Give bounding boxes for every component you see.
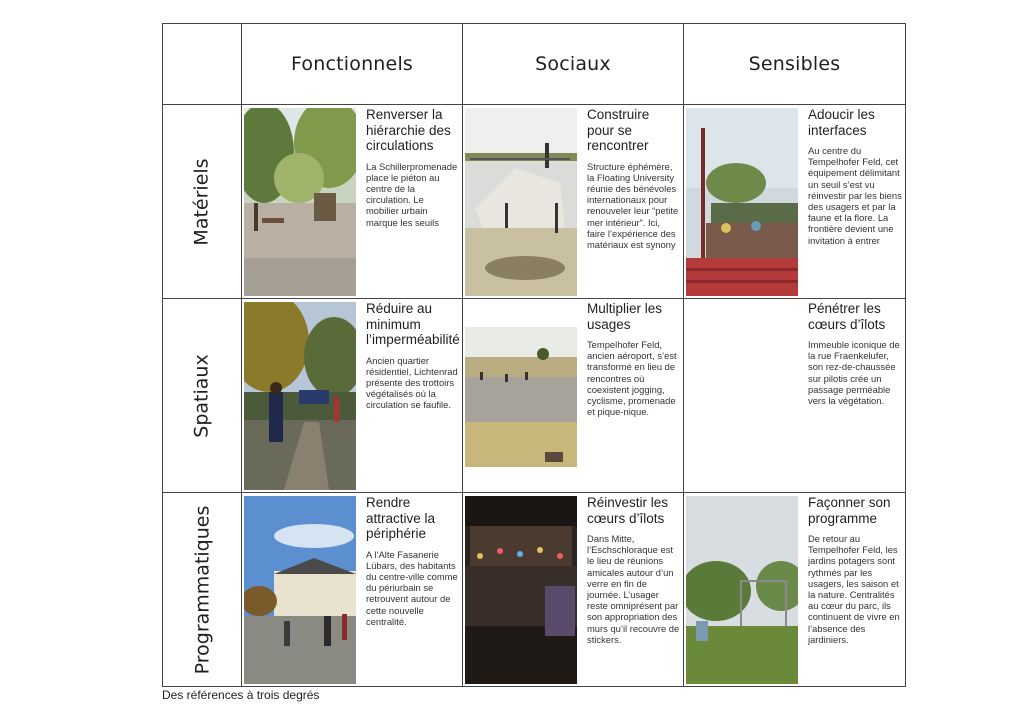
- cell-text: [587, 301, 680, 417]
- photo-schillerpromenade: [244, 108, 356, 296]
- reference-description: De retour au Tempelhofer Feld, les jardins potagers sont rythmés par les usagers, les saison et la nature. Centralités au cœur du parc, ils continuent de vivre en l’absence des jardiniers.: [808, 533, 900, 645]
- reference-description: Ancien quartier résidentiel, Lichtenrad présente des trottoirs végétalisés où la circulation se faufile.: [366, 354, 458, 411]
- cell-spatiaux-sensibles: [684, 299, 905, 492]
- row-header-label: Programmatiques: [191, 505, 213, 674]
- cell-text: [587, 107, 680, 250]
- reference-title: Façonner son programme: [808, 495, 891, 526]
- cell-text: [366, 301, 459, 411]
- cell-text: [808, 107, 902, 246]
- reference-title: Construire pour se rencontrer: [587, 107, 650, 153]
- reference-description: Structure éphémère, la Floating University réunie des bénévoles internationaux pour renouveler leur “petite mer intérieur”. Ici, faire l’expérience des matériaux est synony: [587, 160, 679, 250]
- cell-programmatiques-sensibles: [684, 493, 905, 686]
- cell-spatiaux-fonctionnels: [242, 299, 463, 492]
- reference-description: Tempelhofer Feld, ancien aéroport, s’est transformé en lieu de rencontres où coexistent jogging, cyclisme, promenade et pique-nique.: [587, 339, 677, 418]
- reference-description: Immeuble iconique de la rue Fraenkelufer, son rez-de-chaussée sur pilotis crée un passage perméable vers la végétation.: [808, 339, 900, 407]
- row-header-label: Matériels: [191, 157, 214, 246]
- reference-title: Adoucir les interfaces: [808, 107, 875, 138]
- reference-title: Renverser la hiérarchie des circulations: [366, 107, 451, 153]
- row-header-programmatiques: [163, 493, 242, 686]
- figure-caption: Des références à trois degrés: [162, 688, 320, 702]
- cell-text: [366, 107, 459, 228]
- row-materiels: [163, 105, 905, 299]
- cell-materiels-fonctionnels: [242, 105, 463, 298]
- column-header-sociaux: Sociaux: [463, 24, 684, 104]
- corner-cell: [163, 24, 242, 104]
- photo-jardins-potagers: [686, 496, 798, 684]
- reference-title: Réinvestir les cœurs d’îlots: [587, 495, 669, 526]
- reference-title: Rendre attractive la périphérie: [366, 495, 436, 541]
- row-spatiaux: [163, 299, 905, 493]
- cell-materiels-sociaux: [463, 105, 684, 298]
- references-matrix: [162, 23, 906, 687]
- column-header-fonctionnels: Fonctionnels: [242, 24, 463, 104]
- reference-title: Multiplier les usages: [587, 301, 663, 332]
- photo-tempelhofer-seuil: [686, 108, 798, 296]
- photo-eschschloraque: [465, 496, 577, 684]
- reference-description: A l’Alte Fasanerie Lübars, des habitants du centre-ville comme du périurbain se retrouvent autour de cette nouvelle centralité.: [366, 548, 458, 627]
- reference-title: Pénétrer les cœurs d’îlots: [808, 301, 886, 332]
- cell-text: [808, 301, 902, 406]
- row-header-spatiaux: [163, 299, 242, 492]
- column-header-sensibles: Sensibles: [748, 53, 841, 75]
- photo-lichtenrad: [244, 302, 356, 490]
- reference-description: Dans Mitte, l’Eschschloraque est le lieu de réunions amicales autour d’un verre en fin de journée. L’usager reste omniprésent par son appropriation des murs qu’il recouvre de stickers.: [587, 533, 680, 645]
- reference-title: Réduire au minimum l’imperméabilité: [366, 301, 460, 347]
- cell-spatiaux-sociaux: [463, 299, 684, 492]
- cell-programmatiques-fonctionnels: [242, 493, 463, 686]
- row-header-label: Spatiaux: [191, 353, 214, 438]
- cell-text: [366, 495, 459, 627]
- photo-floating-university: [465, 108, 577, 296]
- reference-description: Au centre du Tempelhofer Feld, cet équipement délimitant un seuil s’est vu réinvestir par les biens des usagers et par la faune et la flore. La frontière devient une invitation à entrer: [808, 145, 902, 246]
- photo-alte-fasanerie: [244, 496, 356, 684]
- header-row: [163, 24, 905, 105]
- cell-text: [587, 495, 680, 645]
- photo-tempelhofer-feld: [465, 302, 577, 490]
- cell-materiels-sensibles: [684, 105, 905, 298]
- cell-text: [808, 495, 902, 645]
- reference-description: La Schillerpromenade place le piéton au centre de la circulation. Le mobilier urbain marque les seuils: [366, 160, 458, 228]
- row-programmatiques: [163, 493, 905, 686]
- row-header-materiels: [163, 105, 242, 298]
- cell-programmatiques-sociaux: [463, 493, 684, 686]
